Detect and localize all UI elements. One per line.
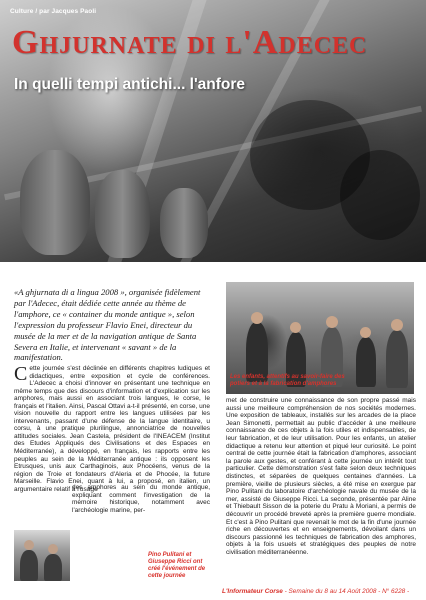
article-kicker: Culture / par Jacques Paoli [10, 8, 97, 15]
hero-photo [0, 0, 426, 262]
potters-photo [14, 530, 70, 581]
drop-cap: C [14, 363, 28, 385]
photo-caption-children: Les enfants, attentifs au savoir-faire des potiers et à la fabrication d'amphores [230, 374, 345, 387]
body-column-2: met de construire une connaissance de son propre passé mais aussi une meilleure compréhension de nos sociétés modernes. Une exposition de tableaux, installés sur les arcades de la place Jean Simonetti, permettait au public d'accéder à une meilleure connaissance de ces objets à la fois utiles et indispensables, de leur fabrication, et de leur utilisation. Pour les enfants, un atelier didactique a retenu leur attention et piqué leur curiosité. Le point central de cette journée était la fabrication d'amphores, associant la parole aux gestes, et conférant à cette journée un intérêt tout particulier. Cette démonstration s'est faite selon deux techniques distinctes, et séparées de quelques centaines d'années. La première, vieille de plusieurs siècles, a été mise en exergue par Pino Pulitani du laboratoire d'archéologie navale du musée de la mer, assisté de Giuseppe Ricci. La seconde, présentée par Aline et Thiebault Sisson de la poterie du Pratu à Moriani, a permis de découvrir un procédé breveté après la première guerre mondiale. Et c'est à Pino Pulitani que revenait le mot de la fin d'une journée riche en découvertes et en enseignements, dévoilant dans un discours passionné les techniques de fabrication des amphores, objets à la fois usuels et stratégiques des peuples de notre civilisation méditerranéenne. [226, 397, 416, 556]
photo-caption-potters: Pino Pulitani et Giuseppe Ricci ont créé l'événement de cette journée [148, 552, 206, 580]
article-title: Ghjurnate di l'Adecec [12, 24, 368, 61]
publication-name: L'Informateur Corse [222, 588, 283, 595]
column1-text: ette journée s'est déclinée en différents chapitres ludiques et didactiques, entre exposition et cycle de conférences. L'Adecec a choisi d'innover en présentant une technique en même temps que des discours d'information et d'explication sur les amphores, mais aussi en associant trois langues, le corse, le français et l'italien. Ainsi, Pascal Ottavi a-t-il présenté, en corse, une vision nouvelle du rapport entre les langues utilisées par les intervenants, passant d'une défense de la langue identitaire, u corsu, à une pratique plurilingue, annonciatrice de nouvelles attitudes sociales. Jean Castela, président de l'INEACEM (Institut des Etudes Appliqués des Civilisations et des Espaces en Méditerranée), a développé, en français, les rapports entre les peuples au sein de la Méditerranée antique : ils opposent les Etrusques, unis aux Carthaginois, aux Phocéens, venus de la région de Troie et fondateurs d'Aleria et de Phocée, la future Marseille. Flavio Enei, quant à lui, a proposé, en italien, un argumentaire relatif à l'usage [14, 365, 210, 493]
article-subtitle: In quelli tempi antichi... l'anfore [14, 76, 246, 93]
body-column-1 [14, 365, 210, 493]
children-workshop-photo [226, 282, 414, 394]
lead-paragraph: «A ghjurnata di a lingua 2008 », organisée fidèlement par l'Adecec, était dédiée cette année au thème de l'amphore, ce « container du monde antique », selon l'expression du professeur Flavio Enei, directeur du musée de la mer et de la navigation antique de Santa Severa en Italie, et intervenant « savant » de la manifestation. [14, 287, 201, 363]
issue-info: - Semaine du 8 au 14 Août 2008 - N° 6228 - [282, 588, 410, 595]
page-footer [222, 588, 418, 595]
body-column-1-continued: des amphores au sein du monde antique, expliquant comment l'investigation de la mémoire historique, notamment avec l'archéologie marine, per- [72, 484, 210, 514]
